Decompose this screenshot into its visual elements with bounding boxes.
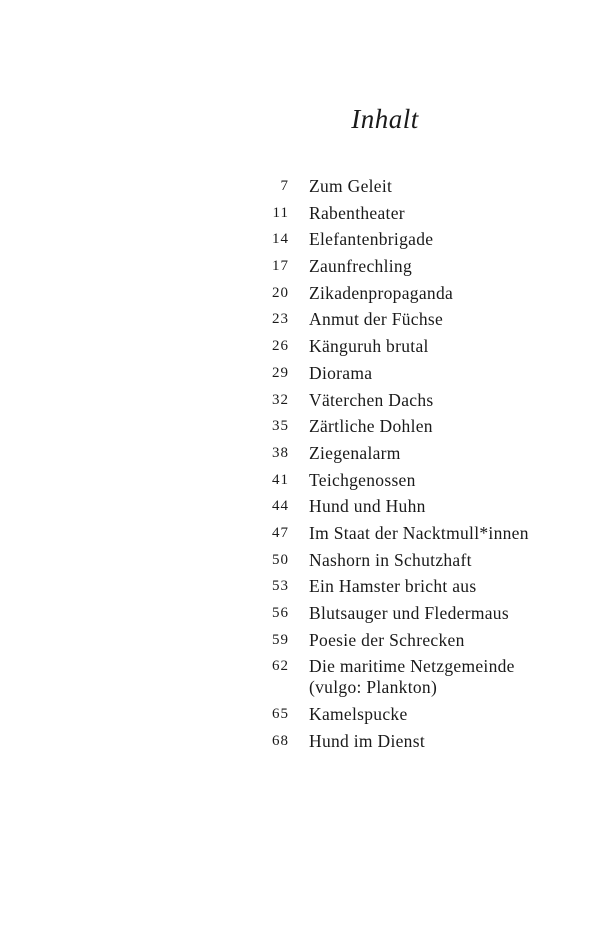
toc-entry <box>255 256 595 277</box>
toc-entry <box>255 336 595 357</box>
toc-page-number: 50 <box>272 551 289 568</box>
toc-page-number: 35 <box>272 418 289 435</box>
toc-entry-title: Ein Hamster bricht aus <box>309 576 477 597</box>
toc-page-number: 65 <box>272 706 289 723</box>
toc-entry <box>255 470 595 491</box>
toc-entry <box>255 176 595 197</box>
toc-page-number: 44 <box>272 498 289 515</box>
toc-entry <box>255 203 595 224</box>
toc-page-number: 29 <box>272 364 289 381</box>
toc-page-number: 41 <box>272 471 289 488</box>
toc-page-number: 23 <box>272 311 289 328</box>
toc-entry-title: Rabentheater <box>309 202 405 223</box>
toc-entry-title: Väterchen Dachs <box>309 389 434 410</box>
toc-entry-title: Teichgenossen <box>309 469 416 490</box>
toc-page-number: 56 <box>272 605 289 621</box>
toc-page-number: 62 <box>272 658 289 675</box>
toc-page-number: 68 <box>272 732 289 749</box>
toc-page-number: 20 <box>272 284 289 301</box>
toc-entry-title: Kamelspucke <box>309 704 408 725</box>
toc-entry-title: Zikadenpropaganda <box>309 282 454 303</box>
toc-entry-title: Hund und Huhn <box>309 496 426 517</box>
toc-entry <box>255 363 595 384</box>
toc-entry-title: Im Staat der Nacktmull*innen <box>309 522 529 543</box>
toc-page-number: 38 <box>272 444 289 461</box>
toc-page-number: 7 <box>280 178 289 194</box>
toc-page-number: 17 <box>272 258 289 275</box>
toc-entry-title: Zum Geleit <box>309 176 393 196</box>
toc-entry-title: Ziegenalarm <box>309 442 401 463</box>
toc-entry <box>255 576 595 597</box>
toc-entry <box>255 416 595 437</box>
toc-page-number: 59 <box>272 631 289 648</box>
toc-entry <box>255 229 595 250</box>
toc-entry <box>255 390 595 411</box>
toc-entry-title: Zärtliche Dohlen <box>309 416 433 437</box>
toc-page-number: 14 <box>272 231 289 248</box>
toc-entry-title: Nashorn in Schutzhaft <box>309 549 472 570</box>
toc-page-number: 26 <box>272 338 289 355</box>
toc-entry <box>255 630 595 651</box>
toc-entry <box>255 443 595 464</box>
toc-entry <box>255 550 595 571</box>
toc-entry <box>255 283 595 304</box>
toc-page-number: 53 <box>272 578 289 595</box>
toc-entry-title: Elefantenbrigade <box>309 229 434 250</box>
toc-entry-title: Känguruh brutal <box>309 336 429 357</box>
toc-entry-title: Die maritime Netzgemeinde (vulgo: Plankton) <box>309 656 515 698</box>
toc-page-number: 47 <box>272 524 289 541</box>
toc-entry-title: Poesie der Schrecken <box>309 629 465 650</box>
toc-list <box>255 176 595 757</box>
toc-entry <box>255 309 595 330</box>
toc-entry-title: Anmut der Füchse <box>309 309 444 330</box>
toc-entry <box>255 603 595 624</box>
toc-entry <box>255 656 595 698</box>
toc-entry <box>255 523 595 544</box>
toc-entry <box>255 731 595 752</box>
toc-page-number: 32 <box>272 391 289 408</box>
toc-entry <box>255 704 595 725</box>
toc-page-number: 11 <box>272 204 289 221</box>
toc-entry-title: Hund im Dienst <box>309 730 426 751</box>
toc-entry-title: Diorama <box>309 362 373 383</box>
toc-entry-title: Zaunfrechling <box>309 256 413 277</box>
toc-entry-title: Blutsauger und Fledermaus <box>309 603 509 623</box>
toc-heading: Inhalt <box>351 104 419 134</box>
toc-entry <box>255 496 595 517</box>
